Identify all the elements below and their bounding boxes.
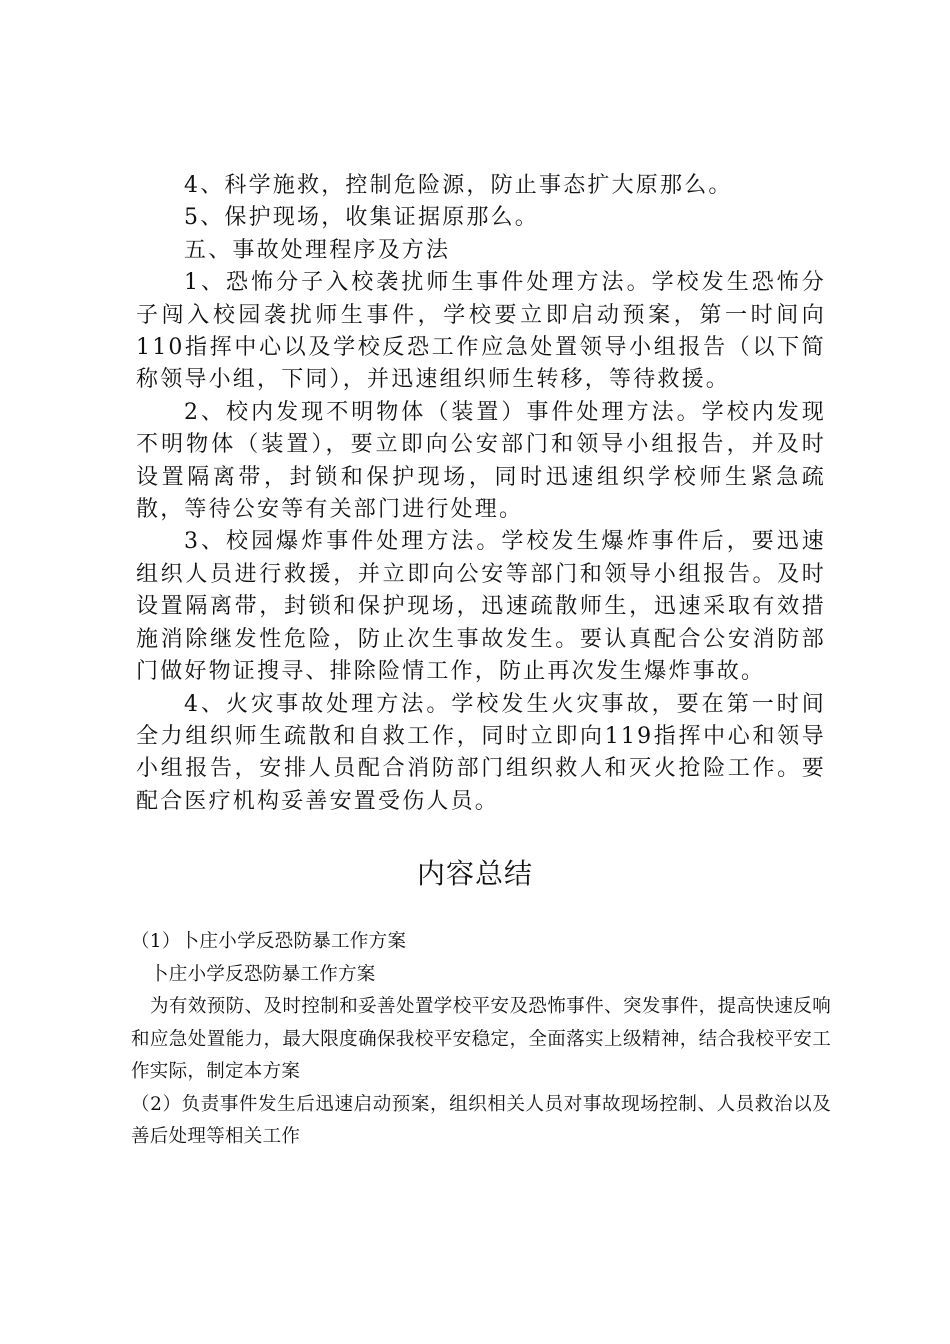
paragraph-explosion: 3、校园爆炸事件处理方法。学校发生爆炸事件后，要迅速组织人员进行救援，并立即向公安等部门和领导小组报告。及时设置隔离带，封锁和保护现场，迅速疏散师生，迅速采取有效措施消除继发性危险，防止次生事故发生。要认真配合公安消防部门做好物证搜寻、排除险情工作，防止再次发生爆炸事故。 <box>136 529 826 685</box>
paragraph-fire: 4、火灾事故处理方法。学校发生火灾事故，要在第一时间全力组织师生疏散和自救工作，同时立即向119指挥中心和领导小组报告，安排人员配合消防部门组织救人和灭火抢险工作。要配合医疗机构妥善安置受伤人员。 <box>136 691 826 814</box>
summary-block <box>131 926 831 1154</box>
summary-doc-title: 卜庄小学反恐防暴工作方案 <box>150 963 376 985</box>
section-heading-5: 五、事故处理程序及方法 <box>184 237 451 263</box>
paragraph-principle-4: 4、科学施救，控制危险源，防止事态扩大原那么。 <box>184 173 733 198</box>
paragraph-unknown-object: 2、校内发现不明物体（装置）事件处理方法。学校内发现不明物体（装置），要立即向公安部门和领导小组报告，并及时设置隔离带，封锁和保护现场，同时迅速组织学校师生紧急疏散，等待公安等有关部门进行处理。 <box>136 399 826 523</box>
summary-purpose: 为有效预防、及时控制和妥善处置学校平安及恐怖事件、突发事件，提高快速反响和应急处置能力，最大限度确保我校平安稳定，全面落实上级精神，结合我校平安工作实际，制定本方案 <box>131 996 831 1082</box>
body-text <box>136 170 826 818</box>
paragraph-principle-5: 5、保护现场，收集证据原那么。 <box>184 205 539 231</box>
summary-item-1: （1）卜庄小学反恐防暴工作方案 <box>131 931 407 952</box>
summary-title: 内容总结 <box>416 857 533 890</box>
paragraph-terrorist-intrusion: 1、恐怖分子入校袭扰师生事件处理方法。学校发生恐怖分子闯入校园袭扰师生事件，学校要立即启动预案，第一时间向110指挥中心以及学校反恐工作应急处置领导小组报告（以下简称领导小组，下同），并迅速组织师生转移，等待救援。 <box>136 270 826 393</box>
summary-item-2: （2）负责事件发生后迅速启动预案，组织相关人员对事故现场控制、人员救治以及善后处理等相关工作 <box>131 1093 831 1147</box>
